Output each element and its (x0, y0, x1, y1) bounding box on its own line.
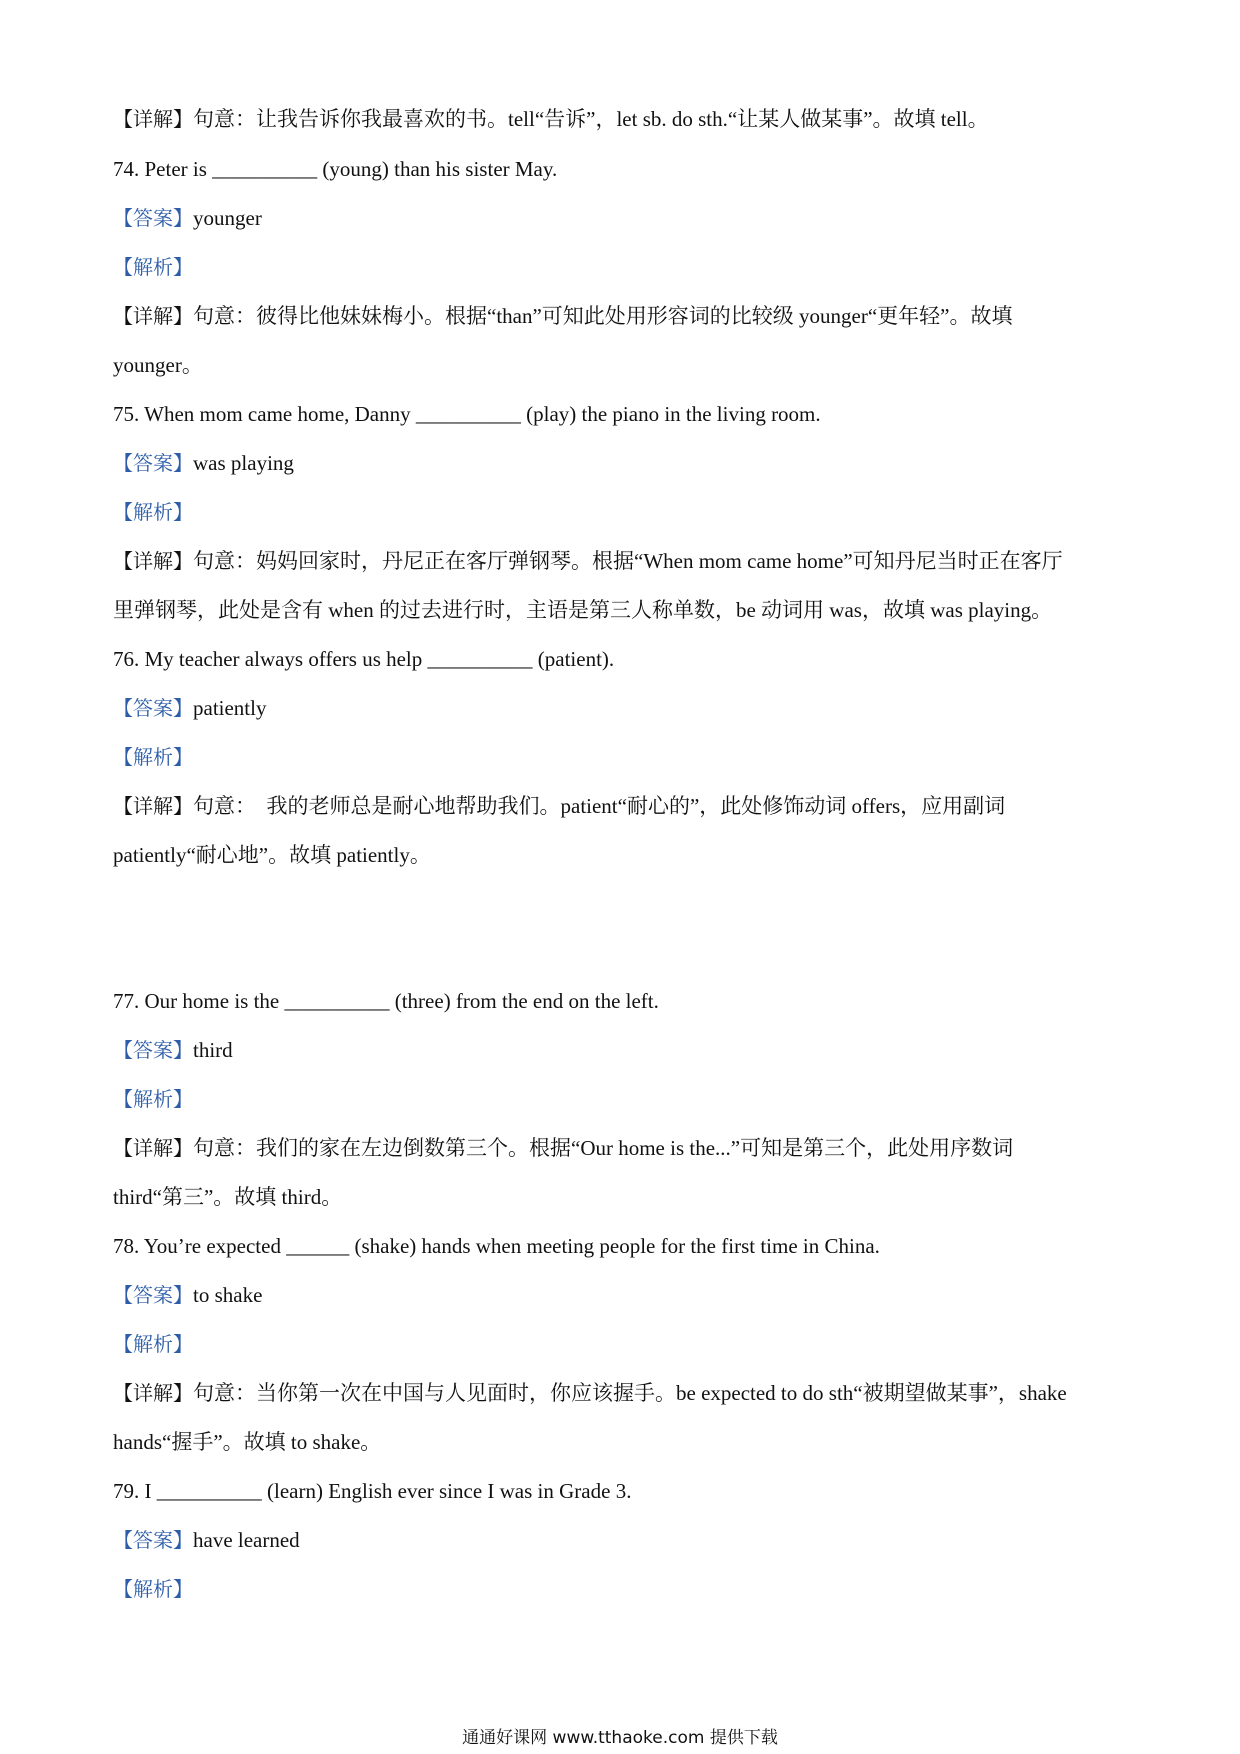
question-77: 77. Our home is the __________ (three) from the end on the left. (113, 989, 659, 1013)
answer-label: 【答案】 (113, 696, 193, 720)
detail-75-text1: 句意：妈妈回家时，丹尼正在客厅弹钢琴。根据“When mom came home”可知丹尼当时正在客厅 (193, 549, 1063, 573)
answer-79-line (113, 1525, 1133, 1555)
question-79: 79. I __________ (learn) English ever since I was in Grade 3. (113, 1479, 632, 1503)
detail-76-text1: 句意： 我的老师总是耐心地帮助我们。patient“耐心的”，此处修饰动词 offers，应用副词 (193, 794, 1006, 818)
analysis-label: 【解析】 (113, 745, 193, 769)
analysis-label: 【解析】 (113, 1087, 193, 1111)
detail-label: 【详解】 (113, 549, 193, 573)
detail-label: 【详解】 (113, 794, 193, 818)
analysis-79-label (113, 1574, 1133, 1604)
detail-75-line2: 里弹钢琴，此处是含有 when 的过去进行时，主语是第三人称单数，be 动词用 was，故填 was playing。 (113, 598, 1053, 622)
question-78: 78. You’re expected ______ (shake) hands when meeting people for the first time in China. (113, 1234, 880, 1258)
answer-label: 【答案】 (113, 451, 193, 475)
analysis-label: 【解析】 (113, 1577, 193, 1601)
detail-76-line1 (113, 791, 1133, 821)
answer-label: 【答案】 (113, 206, 193, 230)
answer-78: to shake (193, 1283, 263, 1307)
detail-77-line1 (113, 1133, 1133, 1163)
detail-75-line1 (113, 546, 1133, 576)
analysis-74-label (113, 252, 1133, 282)
answer-label: 【答案】 (113, 1528, 193, 1552)
answer-76-line (113, 693, 1133, 723)
detail-label: 【详解】 (113, 304, 193, 328)
page-footer: 通通好课网 www.tthaoke.com 提供下载 (462, 1728, 778, 1748)
analysis-78-label (113, 1329, 1133, 1359)
detail-label: 【详解】 (113, 1136, 193, 1160)
detail-label: 【详解】 (113, 107, 193, 131)
detail-77-line2: third“第三”。故填 third。 (113, 1185, 343, 1209)
intro-detail-line (113, 104, 1133, 134)
detail-78-text1: 句意：当你第一次在中国与人见面时，你应该握手。be expected to do sth“被期望做某事”，shake (193, 1381, 1067, 1405)
detail-74-line2: younger。 (113, 353, 203, 377)
question-74: 74. Peter is __________ (young) than his sister May. (113, 157, 558, 181)
answer-74: younger (193, 206, 262, 230)
answer-label: 【答案】 (113, 1283, 193, 1307)
question-76: 76. My teacher always offers us help __________ (patient). (113, 647, 615, 671)
analysis-label: 【解析】 (113, 500, 193, 524)
analysis-label: 【解析】 (113, 255, 193, 279)
question-75: 75. When mom came home, Danny __________ (play) the piano in the living room. (113, 402, 821, 426)
detail-78-line1 (113, 1378, 1133, 1408)
answer-75: was playing (193, 451, 294, 475)
analysis-77-label (113, 1084, 1133, 1114)
answer-label: 【答案】 (113, 1038, 193, 1062)
detail-text: 句意：让我告诉你我最喜欢的书。tell“告诉”，let sb. do sth.“让某人做某事”。故填 tell。 (193, 107, 989, 131)
answer-79: have learned (193, 1528, 300, 1552)
answer-77-line (113, 1035, 1133, 1065)
answer-78-line (113, 1280, 1133, 1310)
detail-77-text1: 句意：我们的家在左边倒数第三个。根据“Our home is the...”可知是第三个，此处用序数词 (193, 1136, 1014, 1160)
answer-77: third (193, 1038, 233, 1062)
analysis-label: 【解析】 (113, 1332, 193, 1356)
answer-76: patiently (193, 696, 267, 720)
analysis-76-label (113, 742, 1133, 772)
detail-78-line2: hands“握手”。故填 to shake。 (113, 1430, 382, 1454)
answer-74-line (113, 203, 1133, 233)
detail-74-line1 (113, 301, 1133, 331)
detail-label: 【详解】 (113, 1381, 193, 1405)
detail-76-line2: patiently“耐心地”。故填 patiently。 (113, 843, 431, 867)
detail-74-text1: 句意：彼得比他妹妹梅小。根据“than”可知此处用形容词的比较级 younger“更年轻”。故填 (193, 304, 1013, 328)
answer-75-line (113, 448, 1133, 478)
analysis-75-label (113, 497, 1133, 527)
